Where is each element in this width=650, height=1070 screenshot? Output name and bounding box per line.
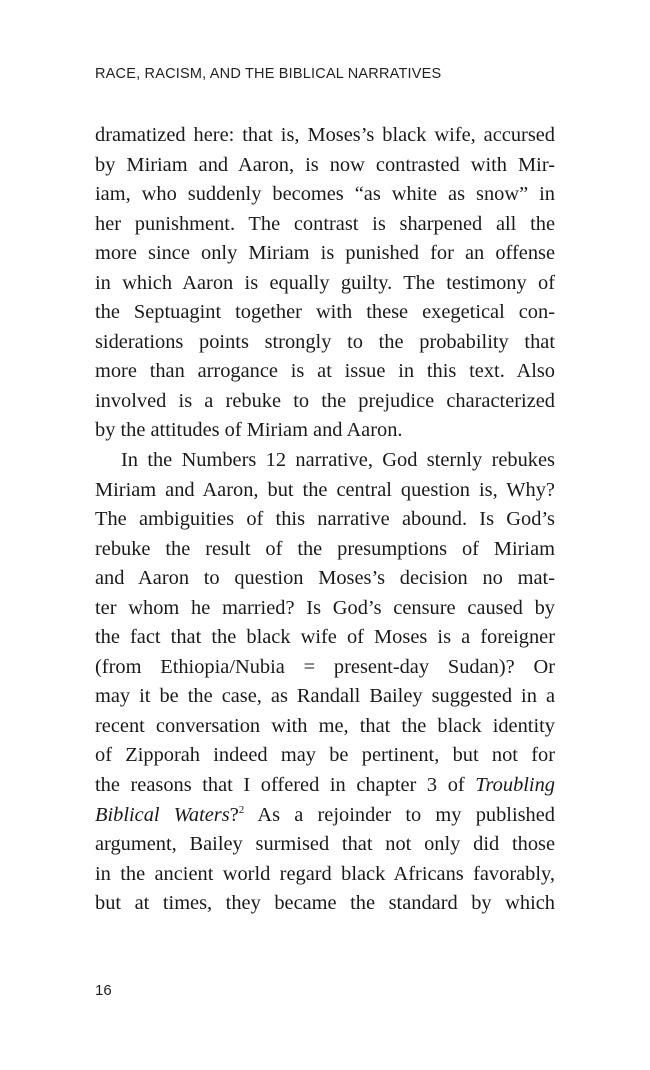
body-text: [95, 121, 555, 919]
text-line: In the Numbers 12 narrative, God sternly rebukes: [121, 449, 555, 472]
text-line: recent conversation with me, that the black identity: [95, 714, 555, 737]
text-line: her punishment. The contrast is sharpened all the: [95, 212, 555, 235]
text-line: involved is a rebuke to the prejudice characterized: [95, 389, 555, 412]
text-line: and Aaron to question Moses’s decision no mat-: [95, 567, 555, 590]
text-line: the Septuagint together with these exegetical con-: [95, 301, 555, 324]
running-head: RACE, RACISM, AND THE BIBLICAL NARRATIVES: [95, 66, 442, 82]
text-line: but at times, they became the standard by which: [95, 892, 555, 915]
text-line: in which Aaron is equally guilty. The testimony of: [95, 271, 555, 294]
text-segment: the reasons that I offered in chapter 3 of: [95, 774, 465, 797]
footnote-marker[interactable]: 2: [238, 803, 245, 816]
text-line: ter whom he married? Is God’s censure caused by: [95, 596, 555, 619]
text-line-with-title: [95, 801, 555, 831]
text-segment: As a rejoinder to my published: [257, 803, 555, 826]
text-line-with-title: [95, 771, 555, 801]
page-number: 16: [95, 982, 112, 999]
text-line: the fact that the black wife of Moses is a foreigner: [95, 626, 555, 649]
text-line: in the ancient world regard black Africans favorably,: [95, 862, 555, 885]
text-line: rebuke the result of the presumptions of Miriam: [95, 537, 555, 560]
text-line: Miriam and Aaron, but the central question is, Why?: [95, 478, 555, 501]
text-line: more since only Miriam is punished for an offense: [95, 242, 555, 265]
text-line: iam, who suddenly becomes “as white as snow” in: [95, 183, 555, 206]
text-line: (from Ethiopia/Nubia = present-day Sudan)? Or: [95, 655, 555, 678]
text-line: of Zipporah indeed may be pertinent, but not for: [95, 744, 555, 767]
text-line: The ambiguities of this narrative abound. Is God’s: [95, 508, 555, 531]
punctuation: ?: [229, 803, 239, 826]
text-line: siderations points strongly to the probability that: [95, 330, 555, 353]
text-line: more than arrogance is at issue in this text. Also: [95, 360, 555, 383]
text-line: by the attitudes of Miriam and Aaron.: [95, 419, 403, 442]
italic-book-title: Biblical Waters: [95, 803, 230, 826]
italic-book-title: Troubling: [475, 774, 555, 797]
text-line: argument, Bailey surmised that not only did those: [95, 833, 555, 856]
text-line: may it be the case, as Randall Bailey suggested in a: [95, 685, 555, 708]
text-line: by Miriam and Aaron, is now contrasted with Mir-: [95, 153, 555, 176]
text-line: dramatized here: that is, Moses’s black wife, accursed: [95, 124, 555, 146]
